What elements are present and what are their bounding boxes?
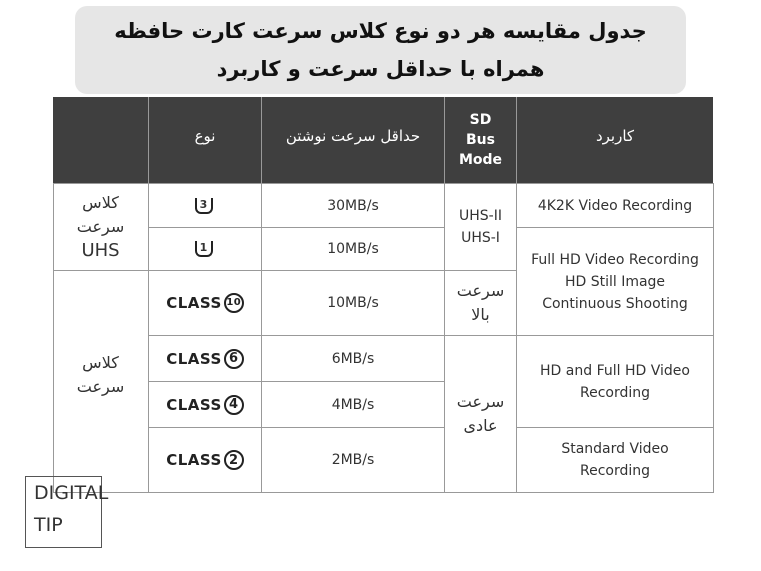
grid-line (149, 381, 444, 382)
group-uhs-line3: UHS (81, 240, 120, 261)
table-title (75, 6, 686, 94)
grid-line (517, 227, 713, 228)
bus-mode-high-line1: سرعت (456, 281, 505, 300)
group-speed-class-line1: کلاس (82, 352, 119, 372)
grid-line (53, 270, 516, 271)
bus-mode-normal-line1: سرعت (456, 392, 505, 411)
usage-full-hd-line2: HD Still Image (564, 273, 666, 290)
grid-line (444, 97, 445, 493)
group-uhs-line1: کلاس (82, 193, 119, 212)
bus-mode-high-speed (445, 271, 516, 335)
grid-line (53, 492, 713, 493)
header-type: نوع (149, 97, 261, 183)
class-4-ring: 4 (224, 395, 244, 415)
class-10-icon (166, 293, 244, 313)
title-line-1: جدول مقایسه هر دو نوع کلاس سرعت کارت حافظه (114, 19, 647, 43)
grid-line (148, 97, 149, 493)
type-cell-row-6 (149, 428, 261, 492)
header-bus-mode-line2: Bus (466, 132, 495, 148)
bus-mode-normal-speed (445, 336, 516, 492)
group-uhs-speed-class (53, 184, 148, 270)
grid-line (53, 183, 54, 493)
type-cell-row-5 (149, 382, 261, 427)
grid-line (516, 97, 517, 493)
group-uhs-line2: سرعت (76, 217, 125, 236)
bus-mode-uhs-line1: UHS-II (459, 208, 502, 224)
class-2-ring: 2 (224, 450, 244, 470)
type-cell-row-4 (149, 336, 261, 381)
class-2-text: CLASS (166, 451, 222, 469)
class-10-text: CLASS (166, 294, 222, 312)
uhs-1-icon: 1 (195, 241, 213, 257)
type-cell-row-1 (149, 184, 261, 227)
class-6-ring: 6 (224, 349, 244, 369)
uhs-3-icon: 3 (195, 198, 213, 214)
speed-cell-row-5: 4MB/s (331, 396, 375, 413)
class-6-icon (166, 349, 244, 369)
usage-hd-line2: Recording (579, 384, 651, 401)
header-bus-mode (445, 97, 516, 183)
title-line-2: همراه با حداقل سرعت و کاربرد (216, 57, 545, 81)
grid-line (261, 97, 262, 493)
grid-line (149, 227, 444, 228)
type-cell-row-3 (149, 271, 261, 335)
usage-standard (517, 428, 713, 492)
usage-4k2k: 4K2K Video Recording (537, 197, 693, 214)
header-bus-mode-line1: SD (469, 112, 492, 128)
speed-cell-row-3: 10MB/s (327, 295, 379, 311)
header-bus-mode-line3: Mode (458, 152, 503, 168)
bus-mode-uhs (445, 184, 516, 270)
speed-cell-row-2: 10MB/s (327, 240, 379, 257)
grid-line (53, 183, 713, 184)
usage-full-hd (517, 228, 713, 335)
group-speed-class (53, 271, 148, 492)
usage-full-hd-line1: Full HD Video Recording (531, 251, 699, 268)
header-group-blank (53, 97, 148, 183)
grid-line (149, 427, 444, 428)
speed-cell-row-1: 30MB/s (327, 197, 379, 214)
header-min-write-speed: حداقل سرعت نوشتن (262, 97, 444, 183)
digital-tip-watermark (25, 476, 109, 548)
group-speed-class-line2: سرعت (76, 376, 125, 396)
grid-line (713, 183, 714, 493)
usage-standard-line2: Recording (579, 463, 651, 479)
class-2-icon (166, 450, 244, 470)
grid-line (517, 427, 713, 428)
watermark-line2: TIP (34, 514, 63, 536)
class-4-text: CLASS (166, 395, 222, 414)
type-cell-row-2 (149, 227, 261, 270)
class-10-ring: 10 (224, 293, 244, 313)
bus-mode-high-line2: بالا (471, 305, 490, 324)
watermark-line1: DIGITAL (34, 482, 109, 504)
usage-full-hd-line3: Continuous Shooting (542, 295, 688, 312)
usage-standard-line1: Standard Video (561, 441, 669, 457)
bus-mode-uhs-line2: UHS-I (461, 230, 500, 246)
speed-cell-row-4: 6MB/s (331, 350, 375, 367)
class-6-text: CLASS (166, 349, 222, 368)
header-usage: کاربرد (517, 97, 713, 183)
speed-cell-row-6: 2MB/s (331, 452, 375, 468)
class-4-icon (166, 395, 244, 415)
bus-mode-normal-line2: عادی (463, 416, 498, 435)
grid-line (149, 335, 713, 336)
usage-hd-line1: HD and Full HD Video (540, 362, 690, 379)
usage-hd-full-hd (517, 336, 713, 427)
